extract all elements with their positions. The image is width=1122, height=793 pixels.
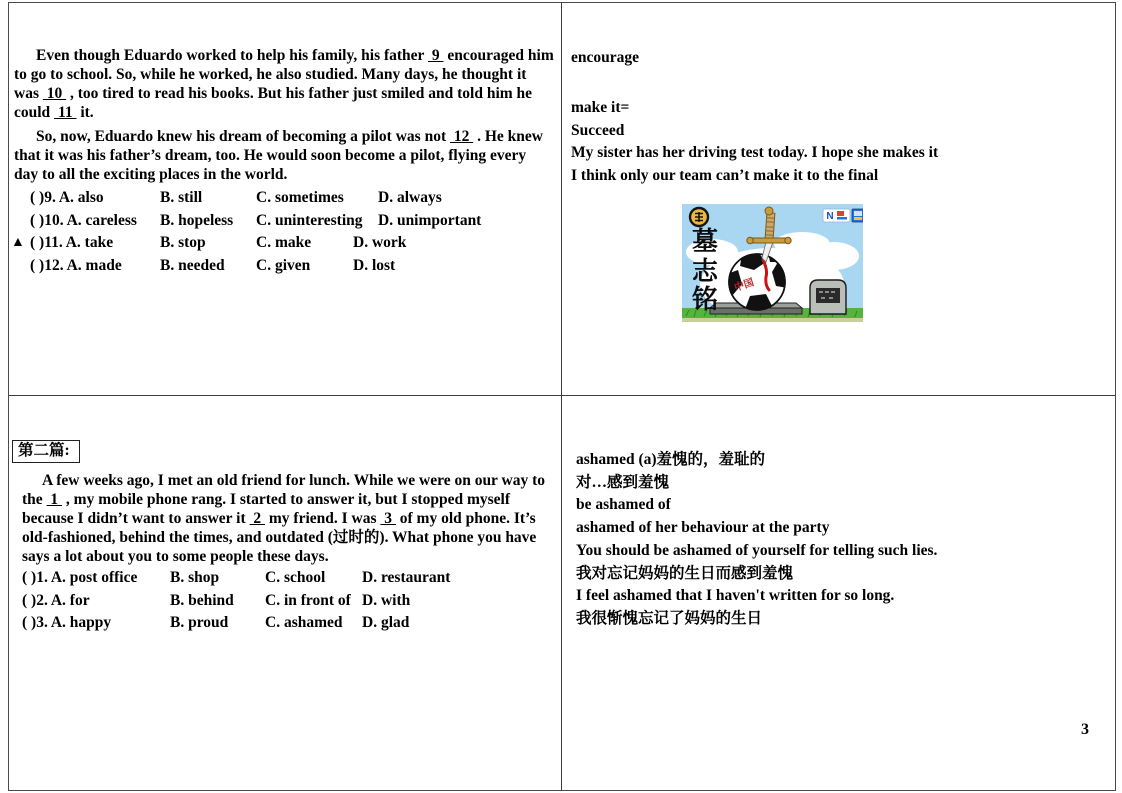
note-line: I think only our team can’t make it to the final bbox=[571, 167, 879, 185]
note-line: make it= bbox=[571, 99, 630, 116]
question-row bbox=[9, 567, 557, 590]
svg-text:N: N bbox=[826, 211, 834, 222]
page-number: 3 bbox=[1081, 721, 1089, 738]
note-line: My sister has her driving test today. I hope she makes it bbox=[571, 144, 939, 162]
option-cell: ( )3. A. happy bbox=[22, 614, 112, 632]
answer-marker: ▲ bbox=[11, 235, 25, 251]
question-row bbox=[9, 210, 557, 233]
cloze-blank-10: 10 bbox=[42, 85, 67, 102]
notes-1-panel bbox=[562, 3, 1115, 395]
ball-label-china: 中国 bbox=[733, 277, 756, 294]
passage-paragraph: So, now, Eduardo knew his dream of becoming a pilot was not 12 . He knew that it was his father’s dream, too. He would soon become a pilot, flying every day to all the exciting places in the world. bbox=[14, 128, 543, 183]
section-label-passage-2: 第二篇: bbox=[12, 440, 80, 463]
question-row bbox=[9, 232, 557, 255]
option-cell: ( )10. A. careless bbox=[30, 211, 137, 229]
note-line: 我对忘记妈妈的生日而感到羞愧 bbox=[576, 564, 794, 582]
option-cell: B. still bbox=[160, 189, 203, 206]
headword-encourage: encourage bbox=[571, 49, 640, 66]
cloze-passage-2 bbox=[22, 471, 552, 571]
cloze-blank-9: 9 bbox=[428, 47, 444, 64]
passage-paragraph: A few weeks ago, I met an old friend for lunch. While we were on our way to the 1 , my mobile phone rang. I started to answer it, but I stopped myself because I didn’t want to answer it 2 my friend. I was 3 of my old phone. It’s old-fashioned, behind the times, and outdated (过时的). What phone you have says a lot about you to some people these days. bbox=[22, 472, 546, 565]
option-cell: ( )2. A. for bbox=[22, 591, 90, 609]
option-cell: C. uninteresting bbox=[256, 211, 363, 229]
question-row bbox=[9, 187, 557, 210]
cloze-blank-2: 2 bbox=[249, 510, 265, 527]
option-cell: D. lost bbox=[353, 256, 396, 274]
option-cell: D. unimportant bbox=[378, 211, 482, 229]
seal-stamp-icon bbox=[690, 208, 708, 226]
question-row bbox=[9, 255, 557, 278]
option-cell: C. make bbox=[256, 234, 312, 252]
sword-pommel bbox=[765, 207, 773, 215]
notes-2-panel bbox=[562, 396, 1115, 790]
vertical-title-epitaph bbox=[692, 227, 719, 314]
watermark-logo-icon bbox=[823, 209, 863, 222]
option-cell: D. glad bbox=[362, 614, 410, 632]
svg-text:铭: 铭 bbox=[691, 285, 719, 314]
option-cell: C. school bbox=[265, 569, 326, 586]
note-line: ashamed (a)羞愧的，羞耻的 bbox=[576, 451, 766, 468]
option-cell: D. work bbox=[353, 234, 407, 252]
option-cell: B. behind bbox=[170, 591, 234, 609]
option-cell: C. ashamed bbox=[265, 614, 343, 632]
option-cell: D. restaurant bbox=[362, 569, 451, 586]
crossguard-end-right bbox=[785, 237, 791, 243]
question-list-1-3 bbox=[9, 567, 557, 635]
note-line: 我很惭愧忘记了妈妈的生日 bbox=[576, 609, 763, 627]
notes-lines bbox=[571, 97, 1111, 188]
cloze-blank-11: 11 bbox=[54, 104, 77, 121]
notes-lines bbox=[576, 449, 1111, 631]
option-cell: B. stop bbox=[160, 234, 206, 252]
question-list-9-12 bbox=[9, 187, 557, 277]
option-cell: ( )12. A. made bbox=[30, 256, 122, 274]
option-cell: B. hopeless bbox=[160, 211, 234, 229]
note-line: You should be ashamed of yourself for telling such lies. bbox=[576, 541, 938, 559]
tombstone-plaque bbox=[816, 288, 840, 303]
slides-table bbox=[8, 2, 1116, 791]
slide-1-panel bbox=[9, 3, 561, 395]
note-line: ashamed of her behaviour at the party bbox=[576, 519, 830, 537]
option-cell: B. proud bbox=[170, 614, 229, 632]
option-cell: ( )11. A. take bbox=[30, 234, 114, 252]
option-cell: B. shop bbox=[170, 569, 220, 586]
crossguard-end-left bbox=[747, 237, 753, 243]
cloze-blank-1: 1 bbox=[46, 491, 63, 508]
option-cell: D. always bbox=[378, 189, 442, 206]
epitaph-cartoon-illustration bbox=[682, 204, 863, 326]
cloze-blank-12: 12 bbox=[449, 128, 474, 145]
question-row bbox=[9, 612, 557, 635]
option-cell: D. with bbox=[362, 591, 411, 609]
svg-text:墓: 墓 bbox=[691, 227, 719, 256]
svg-text:志: 志 bbox=[691, 257, 719, 286]
option-cell: ( )9. A. also bbox=[30, 189, 104, 206]
option-cell: ( )1. A. post office bbox=[22, 569, 138, 586]
question-row bbox=[9, 590, 557, 613]
option-cell: B. needed bbox=[160, 256, 225, 274]
option-cell: C. sometimes bbox=[256, 189, 344, 206]
option-cell: C. given bbox=[256, 256, 311, 274]
note-line: 对…感到羞愧 bbox=[576, 473, 670, 491]
note-line: I feel ashamed that I haven't written for so long. bbox=[576, 587, 895, 605]
note-line: be ashamed of bbox=[576, 496, 671, 514]
sword-crossguard bbox=[750, 238, 788, 243]
note-line: Succeed bbox=[571, 121, 625, 139]
slide-2-panel bbox=[9, 396, 561, 790]
ground-strip bbox=[682, 318, 863, 322]
cloze-passage-1 bbox=[14, 46, 554, 189]
cloze-blank-3: 3 bbox=[380, 510, 396, 527]
option-cell: C. in front of bbox=[265, 591, 351, 609]
passage-paragraph: Even though Eduardo worked to help his family, his father 9 encouraged him to go to school. So, while he worked, he also studied. Many days, he thought it was 10 , too tired to read his books. But his father just smiled and told him he could 11 it. bbox=[14, 47, 554, 121]
